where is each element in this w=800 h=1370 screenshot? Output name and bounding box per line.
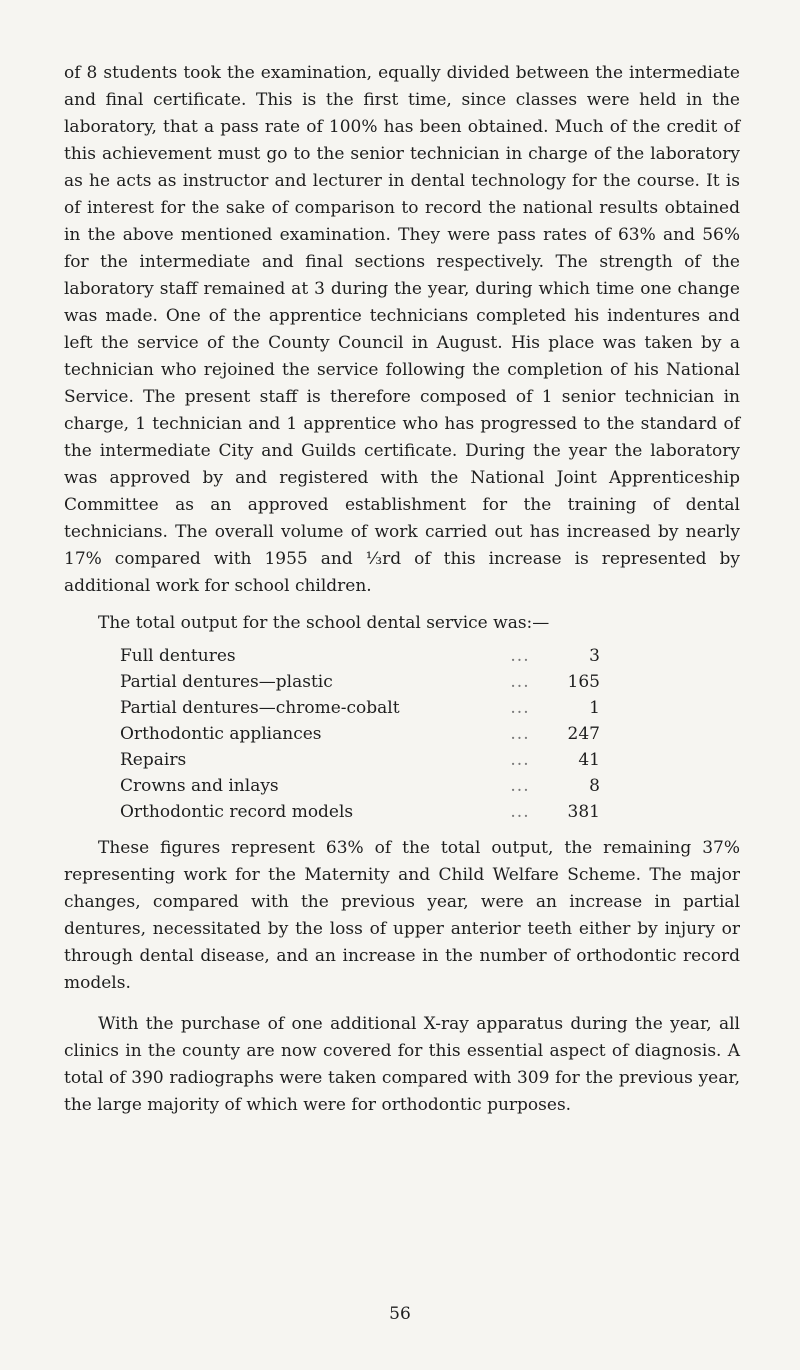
paragraph-figures-summary: These figures represent 63% of the total output, the remaining 37% representing work for the Maternity and Child Welfare Scheme. The major changes, compared with the previous year, were an increase in partial dentures, necessitated by the loss of upper anterior teeth either by injury or through dental disease, and an increase in the number of orthodontic record models. <box>64 838 740 993</box>
output-item-label: Crowns and inlays <box>120 776 279 796</box>
output-item-value: 41 <box>578 750 600 770</box>
dot-leader: ... <box>510 724 530 744</box>
output-item-label: Partial dentures—chrome-cobalt <box>120 698 400 718</box>
output-table <box>120 643 600 825</box>
table-row <box>120 695 600 721</box>
output-item-label: Orthodontic record models <box>120 802 354 822</box>
table-row <box>120 747 600 773</box>
output-item-label: Full dentures <box>120 646 236 666</box>
table-row <box>120 721 600 747</box>
output-item-value: 381 <box>567 802 600 822</box>
dot-leader: ... <box>510 646 530 666</box>
dot-leader: ... <box>510 802 530 822</box>
output-item-label: Partial dentures—plastic <box>120 672 333 692</box>
output-item-label: Orthodontic appliances <box>120 724 322 744</box>
table-row <box>120 773 600 799</box>
output-item-value: 247 <box>567 724 600 744</box>
table-row <box>120 799 600 825</box>
paragraph-examination-results: of 8 students took the examination, equally divided between the intermediate and final certificate. This is the first time, since classes were held in the laboratory, that a pass rate of 100% has been obtained. Much of the credit of this achievement must go to the senior technician in charge of the laboratory as he acts as instructor and lecturer in dental technology for the course. It is of interest for the sake of comparison to record the national results obtained in the above mentioned examination. They were pass rates of 63% and 56% for the intermediate and final sections respectively. The strength of the laboratory staff remained at 3 during the year, during which time one change was made. One of the apprentice technicians completed his indentures and left the service of the County Council in August. His place was taken by a technician who rejoined the service following the completion of his National Service. The present staff is therefore composed of 1 senior technician in charge, 1 technician and 1 apprentice who has progressed to the standard of the intermediate City and Guilds certificate. During the year the laboratory was approved by and registered with the National Joint Apprenticeship Committee as an approved establishment for the training of dental technicians. The overall volume of work carried out has increased by nearly 17% compared with 1955 and ⅓rd of this increase is represented by additional work for school children. <box>64 63 740 596</box>
table-row <box>120 643 600 669</box>
page-number: 56 <box>389 1304 411 1324</box>
paragraph-output-intro: The total output for the school dental service was:— <box>98 613 550 633</box>
dot-leader: ... <box>510 698 530 718</box>
output-item-value: 8 <box>589 776 600 796</box>
dot-leader: ... <box>510 750 530 770</box>
table-row <box>120 669 600 695</box>
dot-leader: ... <box>510 776 530 796</box>
document-page <box>64 60 740 1119</box>
dot-leader: ... <box>510 672 530 692</box>
output-item-value: 3 <box>589 646 600 666</box>
paragraph-xray-apparatus: With the purchase of one additional X-ray apparatus during the year, all clinics in the county are now covered for this essential aspect of diagnosis. A total of 390 radiographs were taken compared with 309 for the previous year, the large majority of which were for orthodontic purposes. <box>64 1014 740 1115</box>
output-item-value: 165 <box>567 672 600 692</box>
output-item-label: Repairs <box>120 750 187 770</box>
output-item-value: 1 <box>589 698 600 718</box>
